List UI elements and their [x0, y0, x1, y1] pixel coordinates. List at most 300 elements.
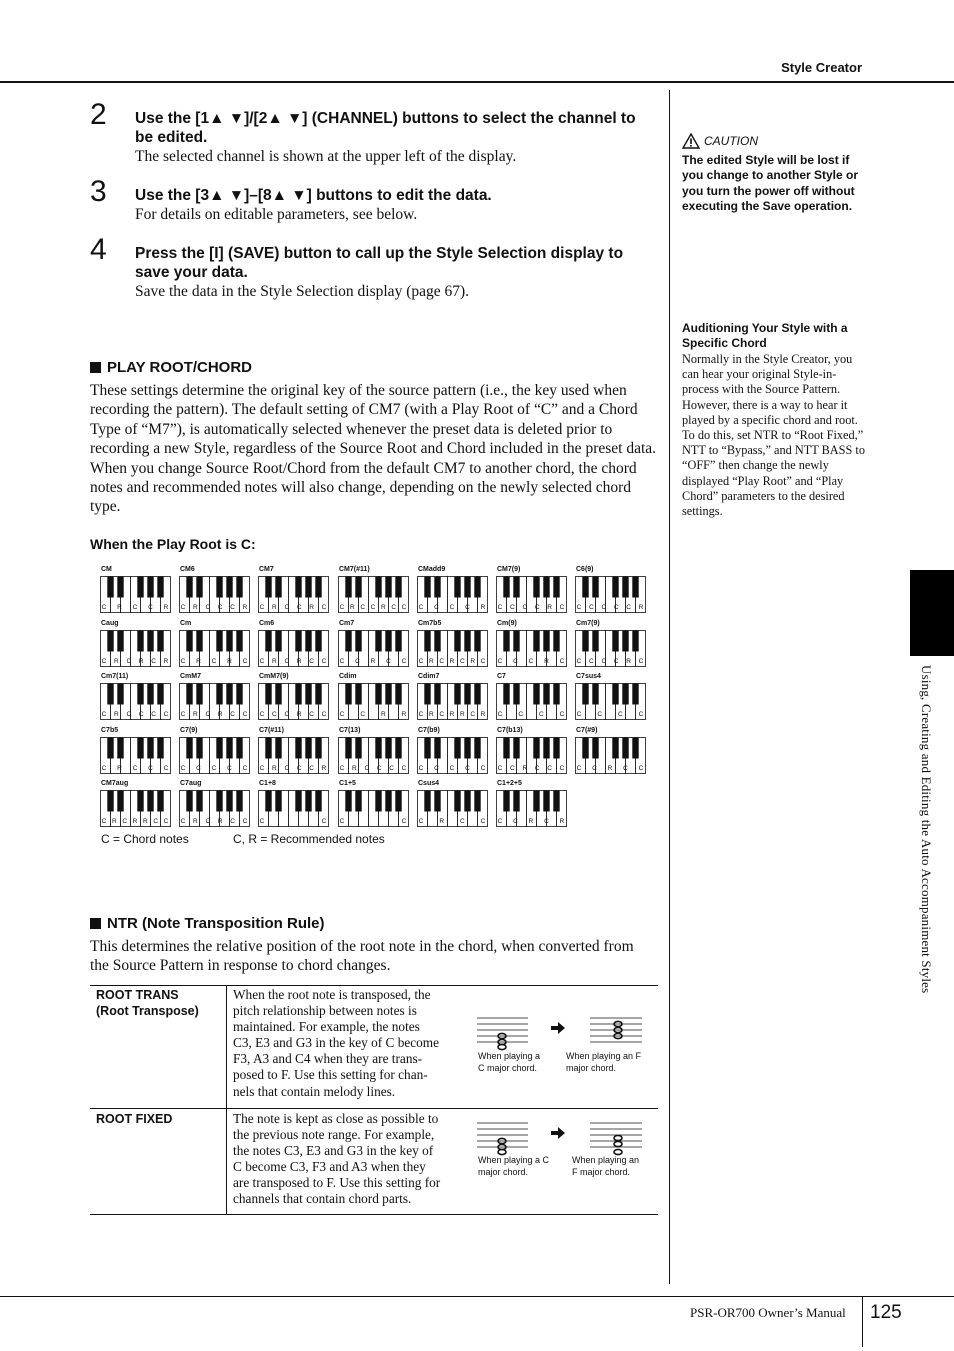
- note-mark: R: [114, 711, 119, 718]
- tip-text: Normally in the Style Creator, you can hear your original Style-in-process with the Source Pattern. However, there is a way to hear it played by a specific chord and root. To do this, set NTR to “Root Fixed,” NTT to “Bypass,” and NTT BASS to “OFF” then change the newly displayed “Play Root” and “Play Chord” parameters to the desired settings.: [682, 352, 865, 519]
- black-key: [315, 577, 321, 598]
- note-mark: C: [138, 711, 144, 718]
- note-mark: C: [321, 711, 327, 718]
- chord-diagram: [338, 673, 410, 723]
- note-mark: C: [230, 818, 235, 825]
- note-mark: C: [360, 711, 366, 718]
- note-mark: C: [459, 658, 465, 665]
- manual-title: PSR-OR700 Owner’s Manual: [690, 1305, 846, 1320]
- black-key: [186, 791, 192, 812]
- note-mark: C: [613, 658, 619, 665]
- note-mark: C: [480, 765, 486, 772]
- chord-name: Cdim: [339, 673, 357, 680]
- black-key: [157, 684, 163, 705]
- black-key: [395, 577, 401, 598]
- note-mark: C: [364, 765, 370, 772]
- note-mark: C: [597, 711, 603, 718]
- black-key: [147, 791, 153, 812]
- note-mark: R: [272, 604, 277, 611]
- keyboard-icon: [258, 576, 330, 614]
- note-mark: C: [534, 765, 540, 772]
- note-mark: C: [439, 658, 445, 665]
- note-mark: R: [272, 765, 277, 772]
- black-key: [107, 738, 113, 759]
- black-key: [503, 738, 509, 759]
- chord-diagram: [179, 727, 251, 777]
- black-key: [147, 631, 153, 652]
- chord-keyboard-grid: [100, 566, 660, 830]
- chord-name: C7(#9): [576, 727, 598, 734]
- black-key: [117, 684, 123, 705]
- note-mark: C: [355, 658, 360, 665]
- note-mark: C: [132, 765, 138, 772]
- chapter-tab-label: Using, Creating and Editing the Auto Accompaniment Styles: [919, 665, 934, 994]
- note-mark: R: [272, 658, 277, 665]
- note-mark: C: [418, 711, 424, 718]
- keyboard-icon: [100, 576, 172, 614]
- note-mark: R: [193, 818, 198, 825]
- chord-diagram: [417, 673, 489, 723]
- chord-name: Cm6: [259, 620, 275, 627]
- black-key: [147, 738, 153, 759]
- note-mark: C: [339, 604, 345, 611]
- black-key: [345, 631, 351, 652]
- table-row-head: ROOT TRANS (Root Transpose): [96, 988, 199, 1018]
- note-mark: C: [528, 658, 534, 665]
- square-bullet-icon: [90, 918, 101, 929]
- black-key: [503, 577, 509, 598]
- chord-name: CmM7(9): [259, 673, 289, 680]
- note-mark: C: [389, 765, 394, 772]
- arrow-right-icon: [551, 1127, 565, 1139]
- note-mark: C: [211, 658, 217, 665]
- note-mark: C: [480, 818, 486, 825]
- chord-diagram: [258, 727, 330, 777]
- note-mark: C: [623, 765, 628, 772]
- chord-diagram: [417, 727, 489, 777]
- chord-name: CmM7: [180, 673, 202, 680]
- note-mark: R: [309, 604, 314, 611]
- chord-name: C7(b13): [497, 727, 523, 734]
- keyboard-icon: [338, 737, 410, 775]
- note-mark: R: [449, 658, 455, 665]
- black-key: [117, 738, 123, 759]
- note-mark: C: [418, 818, 424, 825]
- chord-diagram: [179, 566, 251, 616]
- note-mark: R: [193, 711, 198, 718]
- black-key: [513, 738, 519, 759]
- table-row-divider: [90, 1108, 658, 1109]
- chord-diagram: [258, 673, 330, 723]
- staff-notation-example: [472, 1117, 652, 1157]
- black-key: [147, 577, 153, 598]
- note-mark: R: [352, 765, 357, 772]
- black-key: [424, 577, 430, 598]
- staff-caption: When playing a C major chord.: [478, 1155, 550, 1177]
- chord-name: CM: [101, 566, 112, 573]
- note-mark: C: [122, 818, 128, 825]
- chord-name: CMadd9: [418, 566, 446, 573]
- note-mark: C: [544, 818, 549, 825]
- black-key: [632, 577, 638, 598]
- note-mark: C: [522, 604, 528, 611]
- black-key: [315, 631, 321, 652]
- play-root-subheading: When the Play Root is C:: [90, 536, 256, 552]
- note-mark: C: [321, 818, 327, 825]
- black-key: [315, 684, 321, 705]
- chord-name: C1+8: [259, 780, 276, 787]
- note-mark: C: [211, 765, 217, 772]
- black-key: [592, 577, 598, 598]
- chord-name: C7sus4: [576, 673, 601, 680]
- chord-name: C7(13): [339, 727, 361, 734]
- black-key: [513, 684, 519, 705]
- black-key: [424, 791, 430, 812]
- chapter-tab-marker: [910, 570, 954, 656]
- black-key: [305, 684, 311, 705]
- black-key: [117, 577, 123, 598]
- black-key: [543, 738, 549, 759]
- chord-name: CM6: [180, 566, 195, 573]
- black-key: [632, 631, 638, 652]
- note-mark: R: [428, 658, 434, 665]
- keyboard-icon: [496, 576, 568, 614]
- black-key: [474, 684, 480, 705]
- black-key: [464, 738, 470, 759]
- black-key: [236, 738, 242, 759]
- black-key: [612, 577, 618, 598]
- header-rule: [0, 81, 954, 83]
- note-mark: C: [538, 711, 544, 718]
- black-key: [553, 684, 559, 705]
- black-key: [157, 577, 163, 598]
- black-key: [582, 577, 588, 598]
- note-mark: C: [339, 658, 345, 665]
- note-mark: C: [518, 711, 524, 718]
- footer-divider: [862, 1297, 863, 1347]
- section-heading-play-root: PLAY ROOT/CHORD: [90, 359, 252, 376]
- black-key: [345, 684, 351, 705]
- note-mark: C: [151, 658, 156, 665]
- caution-text: The edited Style will be lost if you change to another Style or you turn the power off without executing the Save operation.: [682, 153, 859, 213]
- black-key: [553, 631, 559, 652]
- keyboard-icon: [338, 630, 410, 668]
- note-mark: R: [544, 658, 549, 665]
- keyboard-icon: [258, 737, 330, 775]
- note-mark: C: [309, 658, 314, 665]
- keyboard-icon: [496, 630, 568, 668]
- note-mark: C: [626, 604, 631, 611]
- black-key: [582, 738, 588, 759]
- note-mark: C: [589, 658, 594, 665]
- staff-caption: When playing an F major chord.: [566, 1051, 642, 1073]
- chord-diagram: [338, 566, 410, 616]
- black-key: [186, 631, 192, 652]
- note-mark: R: [117, 765, 122, 772]
- note-mark: C: [576, 765, 582, 772]
- note-mark: C: [296, 604, 302, 611]
- chord-name: C1+5: [339, 780, 356, 787]
- note-mark: C: [391, 604, 397, 611]
- black-key: [275, 738, 281, 759]
- note-mark: R: [522, 765, 528, 772]
- note-mark: C: [321, 604, 327, 611]
- legend-recommended-notes: C, R = Recommended notes: [233, 832, 385, 846]
- black-key: [216, 791, 222, 812]
- chord-diagram: [575, 620, 647, 670]
- note-mark: C: [497, 711, 503, 718]
- black-key: [305, 631, 311, 652]
- black-key: [295, 791, 301, 812]
- black-key: [474, 577, 480, 598]
- keyboard-icon: [338, 576, 410, 614]
- black-key: [315, 738, 321, 759]
- step-number: 3: [90, 175, 107, 208]
- note-mark: C: [370, 604, 376, 611]
- keyboard-icon: [179, 683, 251, 721]
- black-key: [295, 577, 301, 598]
- step-number: 2: [90, 98, 107, 131]
- black-key: [236, 577, 242, 598]
- chord-name: Cm(9): [497, 620, 517, 627]
- chord-name: Cm7: [339, 620, 355, 627]
- table-row-text: The note is kept as close as possible to the previous note range. For example, the notes C3, E3 and G3 in the key of C become C3, F3 and A3 when they are transposed to F. Use this setting for channels that contain chord parts.: [233, 1111, 441, 1207]
- note-mark: C: [459, 818, 465, 825]
- black-key: [385, 684, 391, 705]
- chord-diagram: [258, 566, 330, 616]
- black-key: [226, 577, 232, 598]
- staff-notation-example: [472, 1012, 652, 1052]
- note-mark: C: [217, 604, 223, 611]
- note-mark: R: [163, 658, 169, 665]
- step-title: Use the [3▲ ▼]–[8▲ ▼] buttons to edit the data.: [135, 187, 492, 204]
- note-mark: C: [242, 818, 248, 825]
- note-mark: C: [510, 604, 515, 611]
- black-key: [395, 684, 401, 705]
- column-divider: [669, 90, 670, 1284]
- black-key: [454, 577, 460, 598]
- note-mark: R: [217, 818, 223, 825]
- step-body: For details on editable parameters, see below.: [135, 206, 418, 223]
- black-key: [265, 738, 271, 759]
- chord-diagram: [496, 727, 568, 777]
- chord-name: Cm7b5: [418, 620, 442, 627]
- note-mark: C: [339, 711, 345, 718]
- black-key: [533, 631, 539, 652]
- chord-diagram: [258, 780, 330, 830]
- black-key: [226, 791, 232, 812]
- note-mark: C: [259, 765, 265, 772]
- note-mark: R: [480, 711, 486, 718]
- note-mark: C: [101, 604, 107, 611]
- note-mark: C: [449, 765, 455, 772]
- black-key: [582, 631, 588, 652]
- note-mark: C: [242, 765, 248, 772]
- table-column-divider: [226, 986, 227, 1215]
- black-key: [157, 738, 163, 759]
- keyboard-icon: [100, 630, 172, 668]
- note-mark: R: [547, 604, 552, 611]
- note-mark: C: [360, 604, 366, 611]
- keyboard-icon: [496, 737, 568, 775]
- note-mark: R: [380, 604, 386, 611]
- note-mark: R: [138, 658, 144, 665]
- black-key: [385, 791, 391, 812]
- black-key: [345, 738, 351, 759]
- note-mark: R: [439, 818, 445, 825]
- chord-diagram: [496, 566, 568, 616]
- black-key: [454, 631, 460, 652]
- note-mark: C: [559, 658, 565, 665]
- black-key: [137, 791, 143, 812]
- black-key: [503, 684, 509, 705]
- note-mark: C: [592, 765, 597, 772]
- black-key: [582, 684, 588, 705]
- step-number: 4: [90, 233, 107, 266]
- keyboard-icon: [258, 790, 330, 828]
- black-key: [275, 684, 281, 705]
- note-mark: C: [576, 658, 582, 665]
- chord-diagram: [179, 673, 251, 723]
- black-key: [157, 791, 163, 812]
- black-key: [216, 738, 222, 759]
- keyboard-icon: [338, 683, 410, 721]
- keyboard-icon: [258, 683, 330, 721]
- chord-diagram: [100, 727, 172, 777]
- note-mark: C: [576, 711, 582, 718]
- black-key: [533, 577, 539, 598]
- keyboard-icon: [575, 683, 647, 721]
- keyboard-icon: [575, 737, 647, 775]
- keyboard-icon: [100, 683, 172, 721]
- note-mark: C: [180, 765, 186, 772]
- chord-diagram: [575, 566, 647, 616]
- black-key: [454, 791, 460, 812]
- note-mark: C: [242, 711, 248, 718]
- black-key: [265, 631, 271, 652]
- chord-diagram: [179, 780, 251, 830]
- keyboard-icon: [100, 737, 172, 775]
- black-key: [137, 631, 143, 652]
- chord-diagram: [100, 566, 172, 616]
- table-row-text: When the root note is transposed, the pitch relationship between notes is maintained. For example, the notes C3, E3 and G3 in the key of C become F3, A3 and C4 when they are trans- posed to F. Use this setting for chan- nels that contain melody lines.: [233, 987, 440, 1099]
- black-key: [474, 631, 480, 652]
- caution-heading: CAUTION: [682, 133, 758, 149]
- black-key: [553, 791, 559, 812]
- chord-diagram: [417, 620, 489, 670]
- note-mark: C: [101, 765, 107, 772]
- keyboard-icon: [417, 576, 489, 614]
- keyboard-icon: [258, 630, 330, 668]
- note-mark: R: [117, 604, 122, 611]
- black-key: [513, 577, 519, 598]
- black-key: [226, 684, 232, 705]
- black-key: [434, 684, 440, 705]
- black-key: [236, 684, 242, 705]
- note-mark: R: [114, 658, 119, 665]
- chord-name: Cm7(11): [101, 673, 129, 680]
- chord-diagram: [417, 566, 489, 616]
- black-key: [265, 684, 271, 705]
- note-mark: C: [163, 711, 169, 718]
- note-mark: C: [559, 765, 565, 772]
- chord-name: Caug: [101, 620, 119, 627]
- section-title: Style Creator: [781, 60, 862, 75]
- chord-name: CM7aug: [101, 780, 129, 787]
- black-key: [117, 631, 123, 652]
- black-key: [107, 684, 113, 705]
- keyboard-icon: [417, 737, 489, 775]
- note-mark: C: [339, 765, 345, 772]
- black-key: [464, 684, 470, 705]
- black-key: [424, 738, 430, 759]
- black-key: [513, 631, 519, 652]
- chord-diagram: [338, 620, 410, 670]
- note-mark: C: [601, 658, 607, 665]
- note-mark: C: [470, 711, 476, 718]
- note-mark: C: [418, 765, 424, 772]
- note-mark: C: [148, 765, 153, 772]
- black-key: [375, 684, 381, 705]
- chord-diagram: [496, 673, 568, 723]
- note-mark: R: [242, 604, 248, 611]
- keyboard-icon: [338, 790, 410, 828]
- note-mark: C: [638, 765, 644, 772]
- black-key: [147, 684, 153, 705]
- step-title: Press the [I] (SAVE) button to call up the Style Selection display to save your data.: [135, 245, 624, 281]
- note-mark: C: [401, 604, 407, 611]
- chord-diagram: [100, 673, 172, 723]
- note-mark: R: [470, 658, 476, 665]
- black-key: [375, 738, 381, 759]
- note-mark: R: [321, 765, 327, 772]
- black-key: [355, 684, 361, 705]
- black-key: [592, 738, 598, 759]
- chord-name: CM7: [259, 566, 274, 573]
- note-mark: R: [626, 658, 631, 665]
- note-mark: C: [434, 604, 439, 611]
- chord-name: C7(9): [180, 727, 198, 734]
- note-mark: R: [559, 818, 565, 825]
- black-key: [295, 631, 301, 652]
- chord-diagram: [575, 727, 647, 777]
- black-key: [295, 738, 301, 759]
- note-mark: R: [296, 658, 302, 665]
- note-mark: C: [497, 658, 503, 665]
- black-key: [375, 577, 381, 598]
- black-key: [216, 684, 222, 705]
- note-mark: C: [101, 818, 107, 825]
- note-mark: C: [151, 711, 156, 718]
- note-mark: C: [180, 658, 186, 665]
- note-mark: R: [217, 711, 223, 718]
- page-number: 125: [870, 1302, 902, 1323]
- staff-caption: When playing an F major chord.: [572, 1155, 640, 1177]
- black-key: [474, 791, 480, 812]
- note-mark: C: [401, 658, 407, 665]
- note-mark: C: [180, 604, 186, 611]
- chord-diagram: [496, 620, 568, 670]
- black-key: [612, 684, 618, 705]
- black-key: [543, 577, 549, 598]
- note-mark: C: [284, 765, 290, 772]
- section-heading-ntr: NTR (Note Transposition Rule): [90, 915, 325, 932]
- note-mark: R: [349, 604, 355, 611]
- black-key: [275, 577, 281, 598]
- note-mark: C: [589, 604, 594, 611]
- black-key: [632, 738, 638, 759]
- note-mark: C: [180, 711, 186, 718]
